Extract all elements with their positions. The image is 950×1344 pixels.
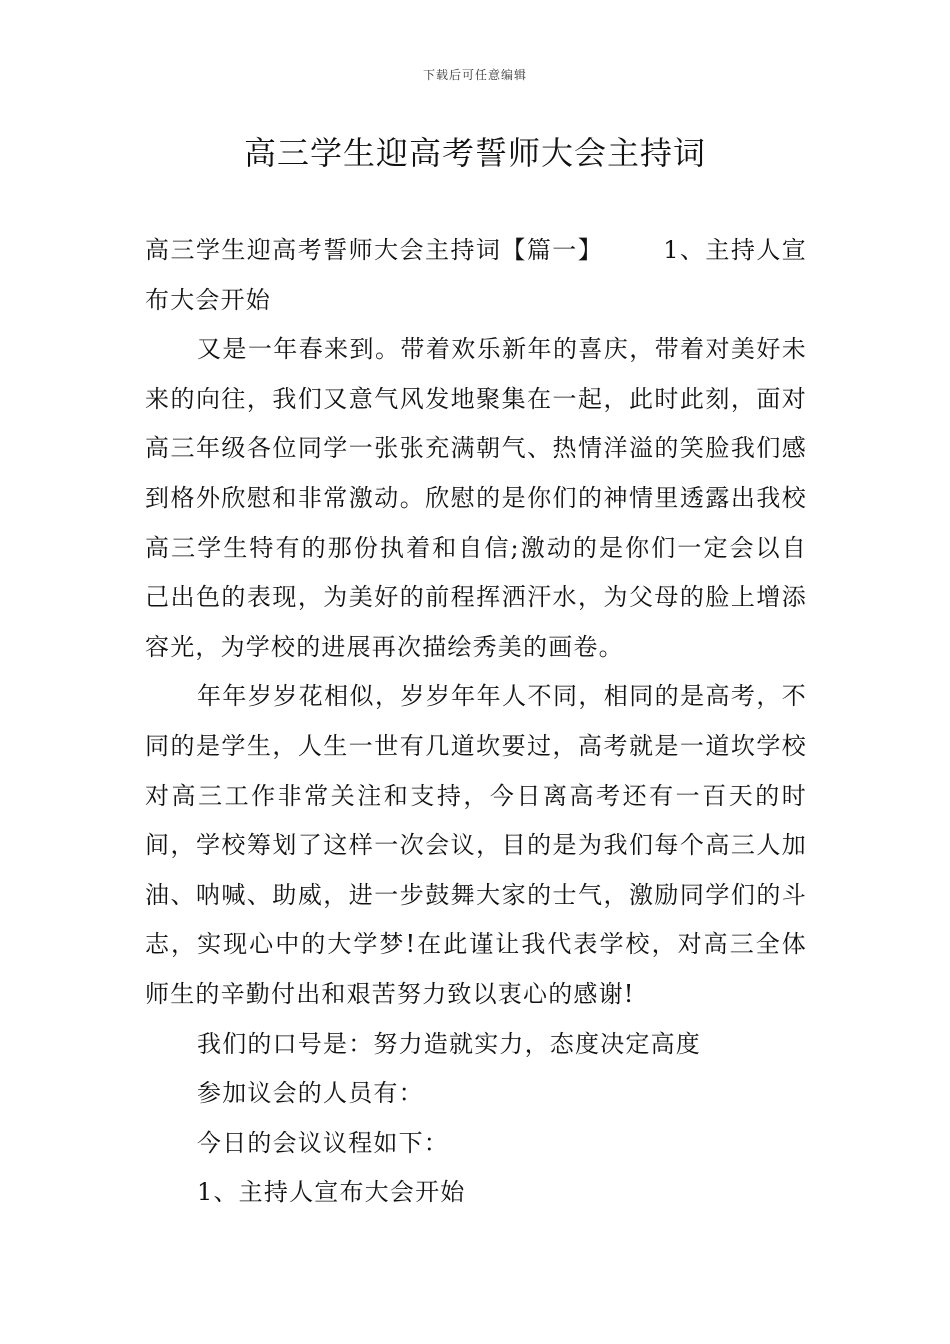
header-note: 下载后可任意编辑 — [422, 68, 527, 82]
document-title: 高三学生迎高考誓师大会主持词 — [243, 134, 706, 172]
paragraph: 年年岁岁花相似，岁岁年年人不同，相同的是高考，不同的是学生，人生一世有几道坎要过，高考就是一道坎学校对高三工作非常关注和支持，今日离高考还有一百天的时间，学校筹划了这样一次会议，目的是为我们每个高三人加油、呐喊、助威，进一步鼓舞大家的士气，激励同学们的斗志，实现心中的大学梦!在此谨让我代表学校，对高三全体师生的辛勤付出和艰苦努力致以衷心的感谢! — [145, 682, 807, 1008]
agenda-item: 1、主持人宣布大会开始 — [197, 1178, 466, 1207]
slogan-line: 我们的口号是：努力造就实力，态度决定高度 — [197, 1029, 701, 1058]
document-body — [145, 226, 807, 1218]
intro-paragraph — [145, 226, 807, 325]
agenda-line: 今日的会议议程如下： — [197, 1128, 449, 1157]
attendees-line: 参加议会的人员有： — [197, 1079, 424, 1108]
paragraph: 又是一年春来到。带着欢乐新年的喜庆，带着对美好未来的向往，我们又意气风发地聚集在一起，此时此刻，面对高三年级各位同学一张张充满朝气、热情洋溢的笑脸我们感到格外欣慰和非常激动。欣慰的是你们的神情里透露出我校高三学生特有的那份执着和自信;激动的是你们一定会以自己出色的表现，为美好的前程挥洒汗水，为父母的脸上增添容光，为学校的进展再次描绘秀美的画卷。 — [145, 335, 807, 661]
intro-heading: 高三学生迎高考誓师大会主持词【篇一】 — [145, 236, 604, 264]
intro-item: 1、主持人宣布大会开始 — [145, 236, 807, 314]
